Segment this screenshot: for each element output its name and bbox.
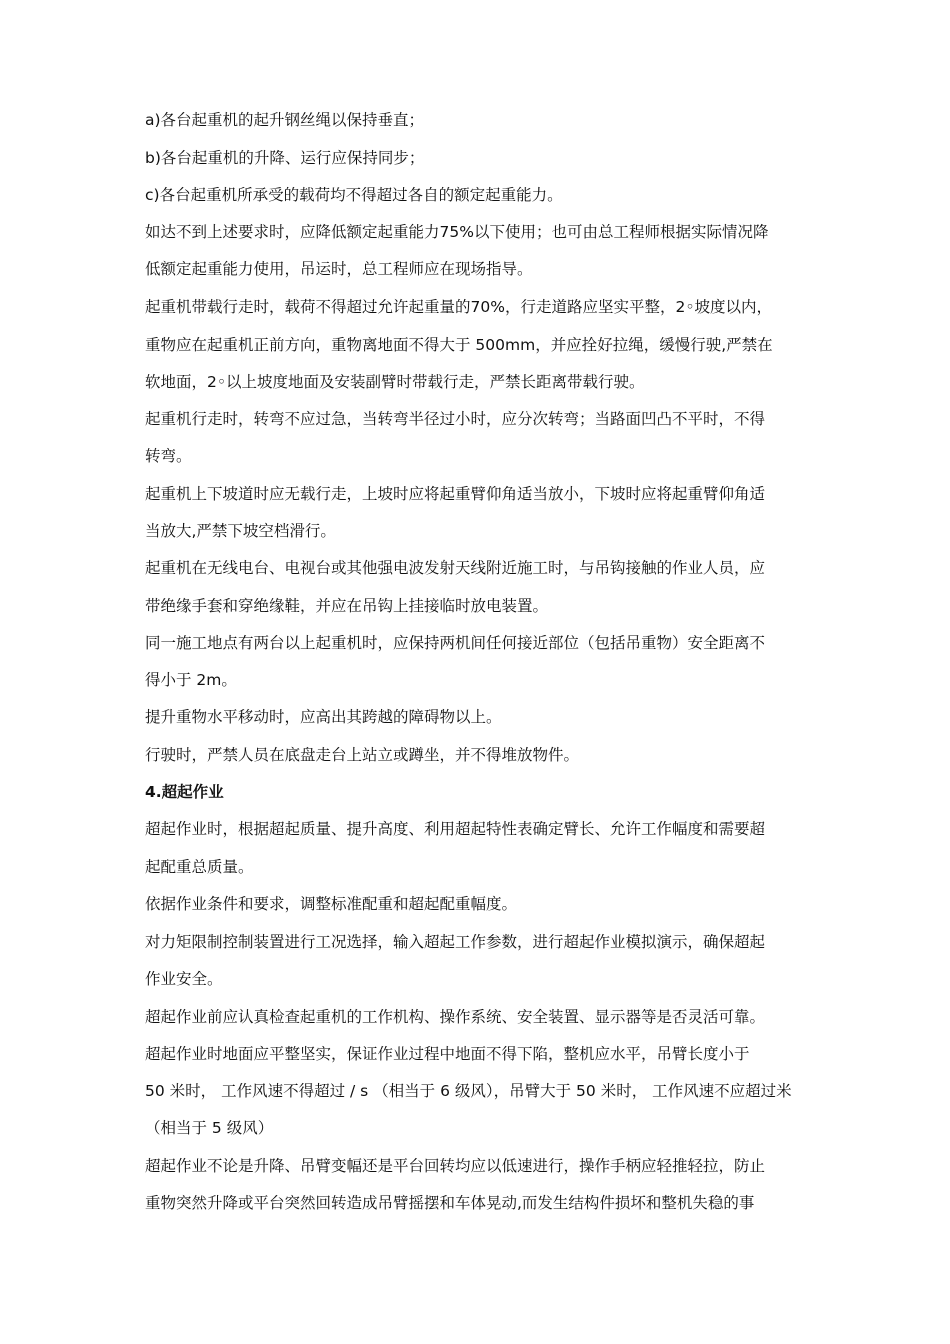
text-line: b)各台起重机的升降、运行应保持同步； [145,149,425,167]
text-line: 起重机在无线电台、电视台或其他强电波发射天线附近施工时，与吊钩接触的作业人员，应 [145,559,766,577]
text-line: 起重机上下坡道时应无载行走，上坡时应将起重臂仰角适当放小，下坡时应将起重臂仰角适 [145,485,766,503]
text-line: 超起作业时地面应平整坚实，保证作业过程中地面不得下陷，整机应水平，吊臂长度小于 [145,1045,750,1063]
text-line: a)各台起重机的起升钢丝绳以保持垂直； [145,111,425,129]
text-line: 超起作业前应认真检查起重机的工作机构、操作系统、安全装置、显示器等是否灵活可靠。 [145,1008,766,1026]
text-line: c)各台起重机所承受的载荷均不得超过各自的额定起重能力。 [145,186,563,204]
text-line: 当放大,严禁下坡空档滑行。 [145,522,336,540]
text-line: 重物突然升降或平台突然回转造成吊臂摇摆和车体晃动,而发生结构件损坏和整机失稳的事 [145,1194,755,1212]
text-line: 如达不到上述要求时，应降低额定起重能力75%以下使用；也可由总工程师根据实际情况降 [145,223,769,241]
text-line: 起重机行走时，转弯不应过急，当转弯半径过小时，应分次转弯；当路面凹凸不平时，不得 [145,410,766,428]
section-heading: 4.超起作业 [145,783,224,801]
text-line: 转弯。 [145,447,192,465]
text-line: 对力矩限制控制装置进行工况选择，输入超起工作参数，进行超起作业模拟演示，确保超起 [145,933,766,951]
text-line: 起重机带载行走时，载荷不得超过允许起重量的70%，行走道路应坚实平整，2◦坡度以内， [145,298,772,316]
text-line: 起配重总质量。 [145,858,254,876]
text-line: 同一施工地点有两台以上起重机时，应保持两机间任何接近部位（包括吊重物）安全距离不 [145,634,766,652]
text-line: 超起作业时，根据超起质量、提升高度、利用超起特性表确定臂长、允许工作幅度和需要超 [145,820,766,838]
text-line: 超起作业不论是升降、吊臂变幅还是平台回转均应以低速进行，操作手柄应轻推轻拉，防止 [145,1157,766,1175]
text-line: 得小于 2m。 [145,671,237,689]
text-line: 带绝缘手套和穿绝缘鞋，并应在吊钩上挂接临时放电装置。 [145,597,549,615]
text-line: 软地面，2◦以上坡度地面及安装副臂时带载行走，严禁长距离带载行驶。 [145,373,645,391]
text-line: 依据作业条件和要求，调整标准配重和超起配重幅度。 [145,895,518,913]
text-line: 50 米时， 工作风速不得超过 / s （相当于 6 级风），吊臂大于 50 米时， 工作风速不应超过米 [145,1082,792,1100]
text-line: （相当于 5 级风） [145,1119,274,1137]
text-line: 重物应在起重机正前方向，重物离地面不得大于 500mm，并应拴好拉绳，缓慢行驶,严禁在 [145,336,773,354]
text-line: 作业安全。 [145,970,223,988]
text-line: 低额定起重能力使用，吊运时，总工程师应在现场指导。 [145,260,533,278]
text-line: 行驶时，严禁人员在底盘走台上站立或蹲坐，并不得堆放物件。 [145,746,580,764]
text-line: 提升重物水平移动时，应高出其跨越的障碍物以上。 [145,708,502,726]
